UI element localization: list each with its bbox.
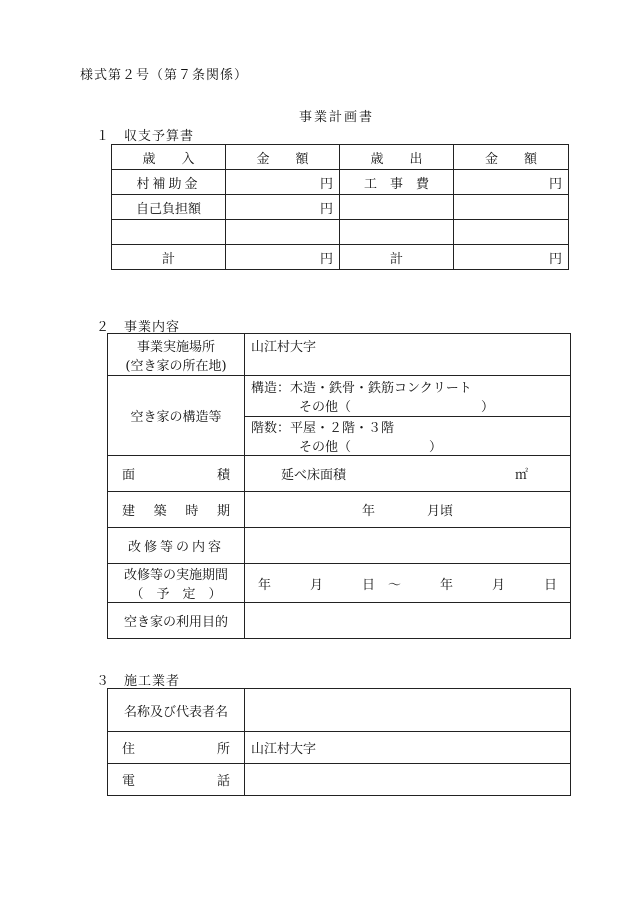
section2-title: ２ 事業内容	[96, 320, 181, 335]
structure-label: 空き家の構造等	[108, 376, 245, 456]
built-label	[108, 492, 245, 528]
built-label-2: 築	[153, 504, 167, 519]
section3-title: ３ 施工業者	[96, 674, 181, 689]
purpose-label: 空き家の利用目的	[108, 603, 245, 639]
table-row	[108, 689, 571, 732]
area-label	[108, 456, 245, 492]
location-label-line1: 事業実施場所	[136, 339, 215, 355]
table-row	[108, 764, 571, 796]
period-label-line1: 改修等の実施期間	[123, 568, 228, 583]
budget-total-row	[112, 245, 569, 270]
expense-header: 歳 出	[340, 145, 454, 170]
expense-total-amount[interactable]: 円	[454, 245, 569, 270]
location-label-line2: (空き家の所在地)	[125, 358, 227, 374]
income-label	[112, 220, 226, 245]
phone-label-b: 話	[216, 774, 230, 789]
area-unit: ㎡	[514, 468, 528, 483]
income-amount-header: 金 額	[226, 145, 340, 170]
table-row	[108, 528, 571, 564]
address-label	[108, 732, 245, 764]
income-label: 村補助金	[112, 170, 226, 195]
period-label	[108, 564, 245, 603]
structure-line1: 構造：木造・鉄骨・鉄筋コンクリート	[251, 381, 472, 396]
income-total-label: 計	[112, 245, 226, 270]
form-label: 様式第２号（第７条関係）	[80, 68, 249, 83]
built-value[interactable]: 年 月頃	[245, 492, 571, 528]
document-title: 事業計画書	[299, 110, 375, 125]
address-value[interactable]: 山江村大字	[245, 732, 571, 764]
section1-title: １ 収支予算書	[96, 129, 195, 144]
built-label-1: 建	[122, 504, 136, 519]
project-table	[107, 333, 571, 639]
location-value[interactable]: 山江村大字	[245, 334, 571, 376]
contractor-table	[107, 688, 571, 796]
income-amount-cell[interactable]: 円	[226, 195, 340, 220]
income-amount-cell[interactable]: 円	[226, 170, 340, 195]
location-label	[108, 334, 245, 376]
table-row	[108, 456, 571, 492]
phone-label	[108, 764, 245, 796]
table-row	[112, 170, 569, 195]
expense-label: 工 事 費	[340, 170, 454, 195]
floors-cell[interactable]	[245, 417, 571, 456]
expense-label	[340, 220, 454, 245]
table-row	[108, 334, 571, 376]
budget-header-row	[112, 145, 569, 170]
address-label-b: 所	[216, 742, 230, 757]
built-label-3: 時	[185, 504, 199, 519]
table-row	[108, 376, 571, 417]
expense-amount-cell[interactable]: 円	[454, 170, 569, 195]
phone-value[interactable]	[245, 764, 571, 796]
structure-cell[interactable]	[245, 376, 571, 417]
budget-table	[111, 144, 569, 270]
purpose-value[interactable]	[245, 603, 571, 639]
floors-line1: 階数：平屋・２階・３階	[251, 421, 395, 436]
area-label-b: 積	[216, 468, 230, 483]
expense-amount-cell[interactable]	[454, 195, 569, 220]
phone-label-a: 電	[122, 774, 136, 789]
period-label-line2: （ 予 定 ）	[130, 587, 222, 602]
expense-label	[340, 195, 454, 220]
period-value[interactable]: 年 月 日 ～ 年 月 日	[245, 564, 571, 603]
repair-label: 改修等の内容	[108, 528, 245, 564]
contractor-name-value[interactable]	[245, 689, 571, 732]
income-total-amount[interactable]: 円	[226, 245, 340, 270]
table-row	[108, 603, 571, 639]
table-row	[112, 220, 569, 245]
area-cell[interactable]	[245, 456, 571, 492]
built-label-4: 期	[216, 504, 230, 519]
table-row	[112, 195, 569, 220]
table-row	[108, 732, 571, 764]
contractor-name-label: 名称及び代表者名	[108, 689, 245, 732]
income-label: 自己負担額	[112, 195, 226, 220]
income-header: 歳 入	[112, 145, 226, 170]
income-amount-cell[interactable]	[226, 220, 340, 245]
table-row	[108, 564, 571, 603]
floors-other: その他（ ）	[299, 440, 443, 455]
expense-total-label: 計	[340, 245, 454, 270]
area-label-a: 面	[122, 468, 136, 483]
expense-amount-header: 金 額	[454, 145, 569, 170]
address-label-a: 住	[122, 742, 136, 757]
expense-amount-cell[interactable]	[454, 220, 569, 245]
structure-other: その他（ ）	[299, 400, 495, 415]
repair-value[interactable]	[245, 528, 571, 564]
table-row	[108, 492, 571, 528]
area-value: 延べ床面積	[281, 468, 347, 483]
